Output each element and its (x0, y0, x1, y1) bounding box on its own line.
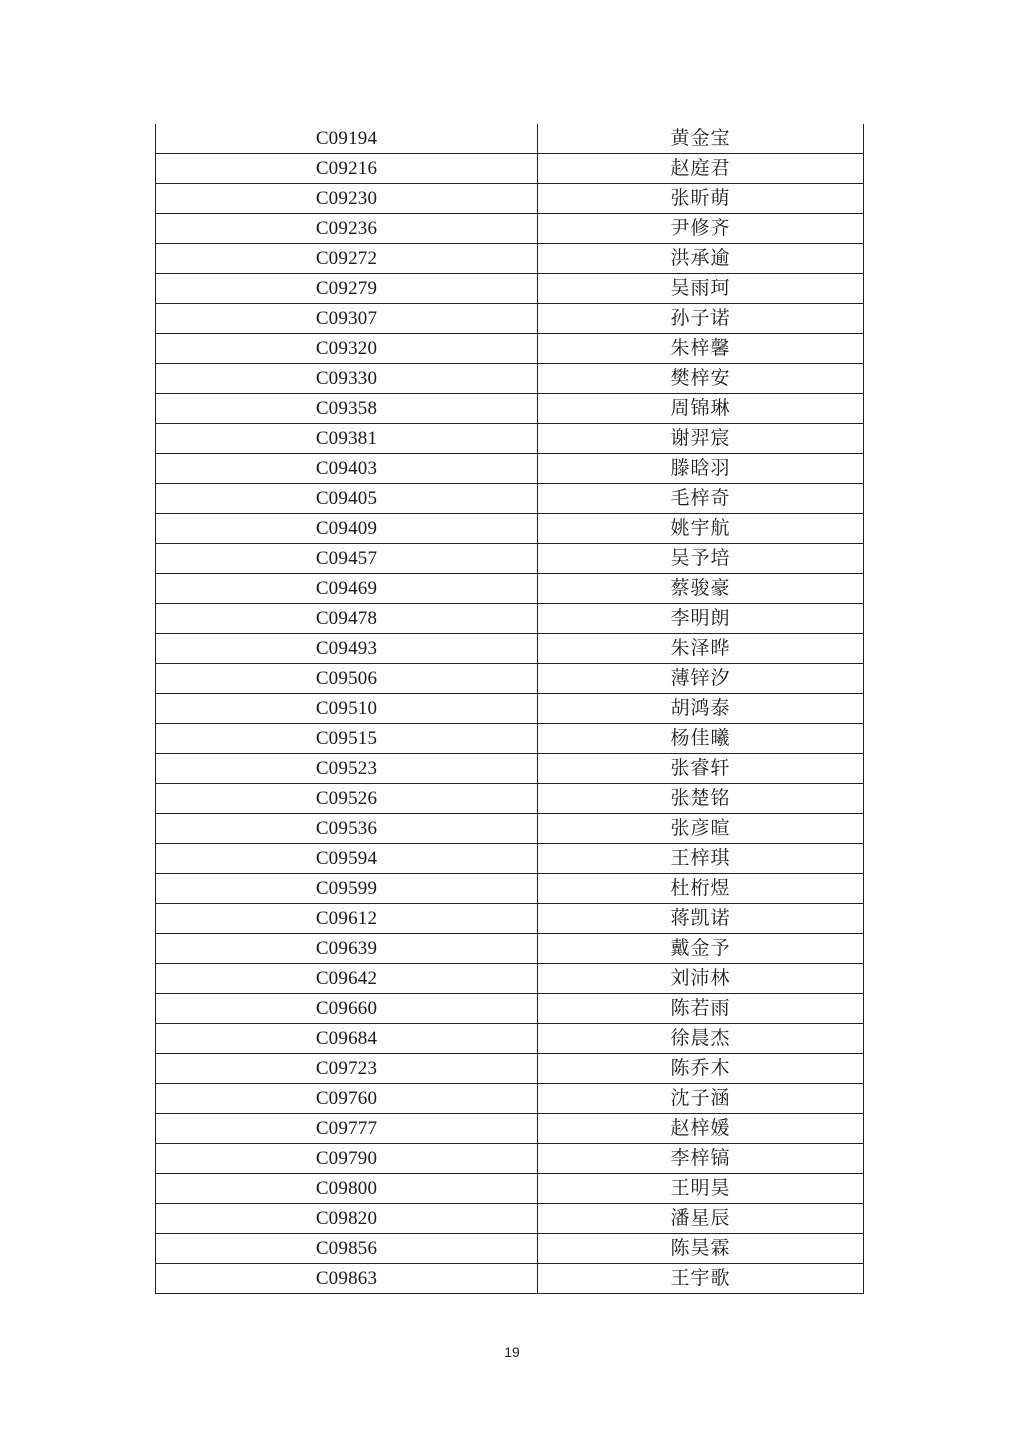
candidate-name-cell: 戴金予 (538, 934, 864, 964)
candidate-id-cell: C09684 (156, 1024, 538, 1054)
candidate-name-cell: 潘星辰 (538, 1204, 864, 1234)
candidate-name-cell: 薄锌汐 (538, 664, 864, 694)
candidate-name-cell: 陈乔木 (538, 1054, 864, 1084)
candidate-id-cell: C09820 (156, 1204, 538, 1234)
candidate-name-cell: 沈子涵 (538, 1084, 864, 1114)
candidate-name-cell: 胡鸿泰 (538, 694, 864, 724)
table-row (156, 1114, 864, 1144)
candidate-name-cell: 赵庭君 (538, 154, 864, 184)
candidate-name-cell: 张睿轩 (538, 754, 864, 784)
table-row (156, 394, 864, 424)
candidate-id-cell: C09506 (156, 664, 538, 694)
candidate-id-cell: C09405 (156, 484, 538, 514)
candidate-id-cell: C09642 (156, 964, 538, 994)
candidate-name-cell: 李梓镐 (538, 1144, 864, 1174)
candidate-name-cell: 周锦琳 (538, 394, 864, 424)
candidate-id-cell: C09523 (156, 754, 538, 784)
candidate-id-cell: C09320 (156, 334, 538, 364)
candidate-id-cell: C09330 (156, 364, 538, 394)
table-row (156, 544, 864, 574)
candidate-name-cell: 王明昊 (538, 1174, 864, 1204)
candidate-name-cell: 吴雨珂 (538, 274, 864, 304)
candidate-name-cell: 朱梓馨 (538, 334, 864, 364)
candidate-id-cell: C09279 (156, 274, 538, 304)
candidate-id-cell: C09230 (156, 184, 538, 214)
candidate-id-cell: C09510 (156, 694, 538, 724)
table-row (156, 484, 864, 514)
candidate-id-cell: C09790 (156, 1144, 538, 1174)
candidate-id-cell: C09760 (156, 1084, 538, 1114)
candidate-id-cell: C09723 (156, 1054, 538, 1084)
candidate-id-cell: C09216 (156, 154, 538, 184)
table-row (156, 634, 864, 664)
roster-table-body (156, 124, 864, 1294)
page-number: 19 (504, 1344, 520, 1360)
candidate-id-cell: C09381 (156, 424, 538, 454)
table-row (156, 274, 864, 304)
table-row (156, 724, 864, 754)
candidate-name-cell: 滕晗羽 (538, 454, 864, 484)
table-row (156, 1204, 864, 1234)
table-row (156, 694, 864, 724)
candidate-id-cell: C09639 (156, 934, 538, 964)
candidate-id-cell: C09777 (156, 1114, 538, 1144)
candidate-name-cell: 孙子诺 (538, 304, 864, 334)
candidate-name-cell: 李明朗 (538, 604, 864, 634)
candidate-name-cell: 张昕萌 (538, 184, 864, 214)
candidate-id-cell: C09236 (156, 214, 538, 244)
candidate-id-cell: C09403 (156, 454, 538, 484)
candidate-id-cell: C09469 (156, 574, 538, 604)
candidate-id-cell: C09358 (156, 394, 538, 424)
candidate-id-cell: C09307 (156, 304, 538, 334)
candidate-name-cell: 朱泽晔 (538, 634, 864, 664)
candidate-name-cell: 洪承逾 (538, 244, 864, 274)
candidate-id-cell: C09599 (156, 874, 538, 904)
table-row (156, 184, 864, 214)
candidate-id-cell: C09194 (156, 124, 538, 154)
candidate-name-cell: 王宇歌 (538, 1264, 864, 1294)
candidate-id-cell: C09536 (156, 814, 538, 844)
candidate-name-cell: 吴予培 (538, 544, 864, 574)
table-row (156, 1174, 864, 1204)
table-row (156, 244, 864, 274)
candidate-id-cell: C09856 (156, 1234, 538, 1264)
table-row (156, 124, 864, 154)
candidate-name-cell: 张彦暄 (538, 814, 864, 844)
table-row (156, 874, 864, 904)
candidate-id-cell: C09660 (156, 994, 538, 1024)
table-row (156, 1054, 864, 1084)
table-row (156, 514, 864, 544)
table-row (156, 994, 864, 1024)
table-row (156, 574, 864, 604)
table-row (156, 1264, 864, 1294)
table-row (156, 664, 864, 694)
table-row (156, 1144, 864, 1174)
candidate-name-cell: 徐晨杰 (538, 1024, 864, 1054)
candidate-name-cell: 谢羿宸 (538, 424, 864, 454)
candidate-id-cell: C09526 (156, 784, 538, 814)
table-row (156, 304, 864, 334)
candidate-id-cell: C09612 (156, 904, 538, 934)
table-row (156, 784, 864, 814)
table-row (156, 1234, 864, 1264)
candidate-id-cell: C09409 (156, 514, 538, 544)
candidate-id-cell: C09800 (156, 1174, 538, 1204)
table-row (156, 454, 864, 484)
candidate-name-cell: 杜桁煜 (538, 874, 864, 904)
table-row (156, 934, 864, 964)
table-row (156, 1084, 864, 1114)
candidate-name-cell: 陈若雨 (538, 994, 864, 1024)
table-row (156, 904, 864, 934)
table-row (156, 844, 864, 874)
candidate-name-cell: 王梓琪 (538, 844, 864, 874)
table-row (156, 334, 864, 364)
table-row (156, 154, 864, 184)
roster-table (155, 124, 864, 1294)
table-row (156, 754, 864, 784)
candidate-id-cell: C09272 (156, 244, 538, 274)
candidate-id-cell: C09457 (156, 544, 538, 574)
table-row (156, 604, 864, 634)
candidate-id-cell: C09493 (156, 634, 538, 664)
candidate-id-cell: C09594 (156, 844, 538, 874)
candidate-name-cell: 杨佳曦 (538, 724, 864, 754)
candidate-id-cell: C09515 (156, 724, 538, 754)
candidate-id-cell: C09863 (156, 1264, 538, 1294)
candidate-name-cell: 陈昊霖 (538, 1234, 864, 1264)
candidate-name-cell: 蒋凯诺 (538, 904, 864, 934)
table-row (156, 964, 864, 994)
candidate-name-cell: 蔡骏豪 (538, 574, 864, 604)
candidate-name-cell: 姚宇航 (538, 514, 864, 544)
table-row (156, 214, 864, 244)
candidate-name-cell: 黄金宝 (538, 124, 864, 154)
candidate-name-cell: 毛梓奇 (538, 484, 864, 514)
table-row (156, 1024, 864, 1054)
table-row (156, 364, 864, 394)
candidate-name-cell: 赵梓媛 (538, 1114, 864, 1144)
candidate-name-cell: 樊梓安 (538, 364, 864, 394)
candidate-name-cell: 刘沛林 (538, 964, 864, 994)
candidate-id-cell: C09478 (156, 604, 538, 634)
candidate-name-cell: 张楚铭 (538, 784, 864, 814)
table-row (156, 424, 864, 454)
candidate-name-cell: 尹修齐 (538, 214, 864, 244)
table-row (156, 814, 864, 844)
